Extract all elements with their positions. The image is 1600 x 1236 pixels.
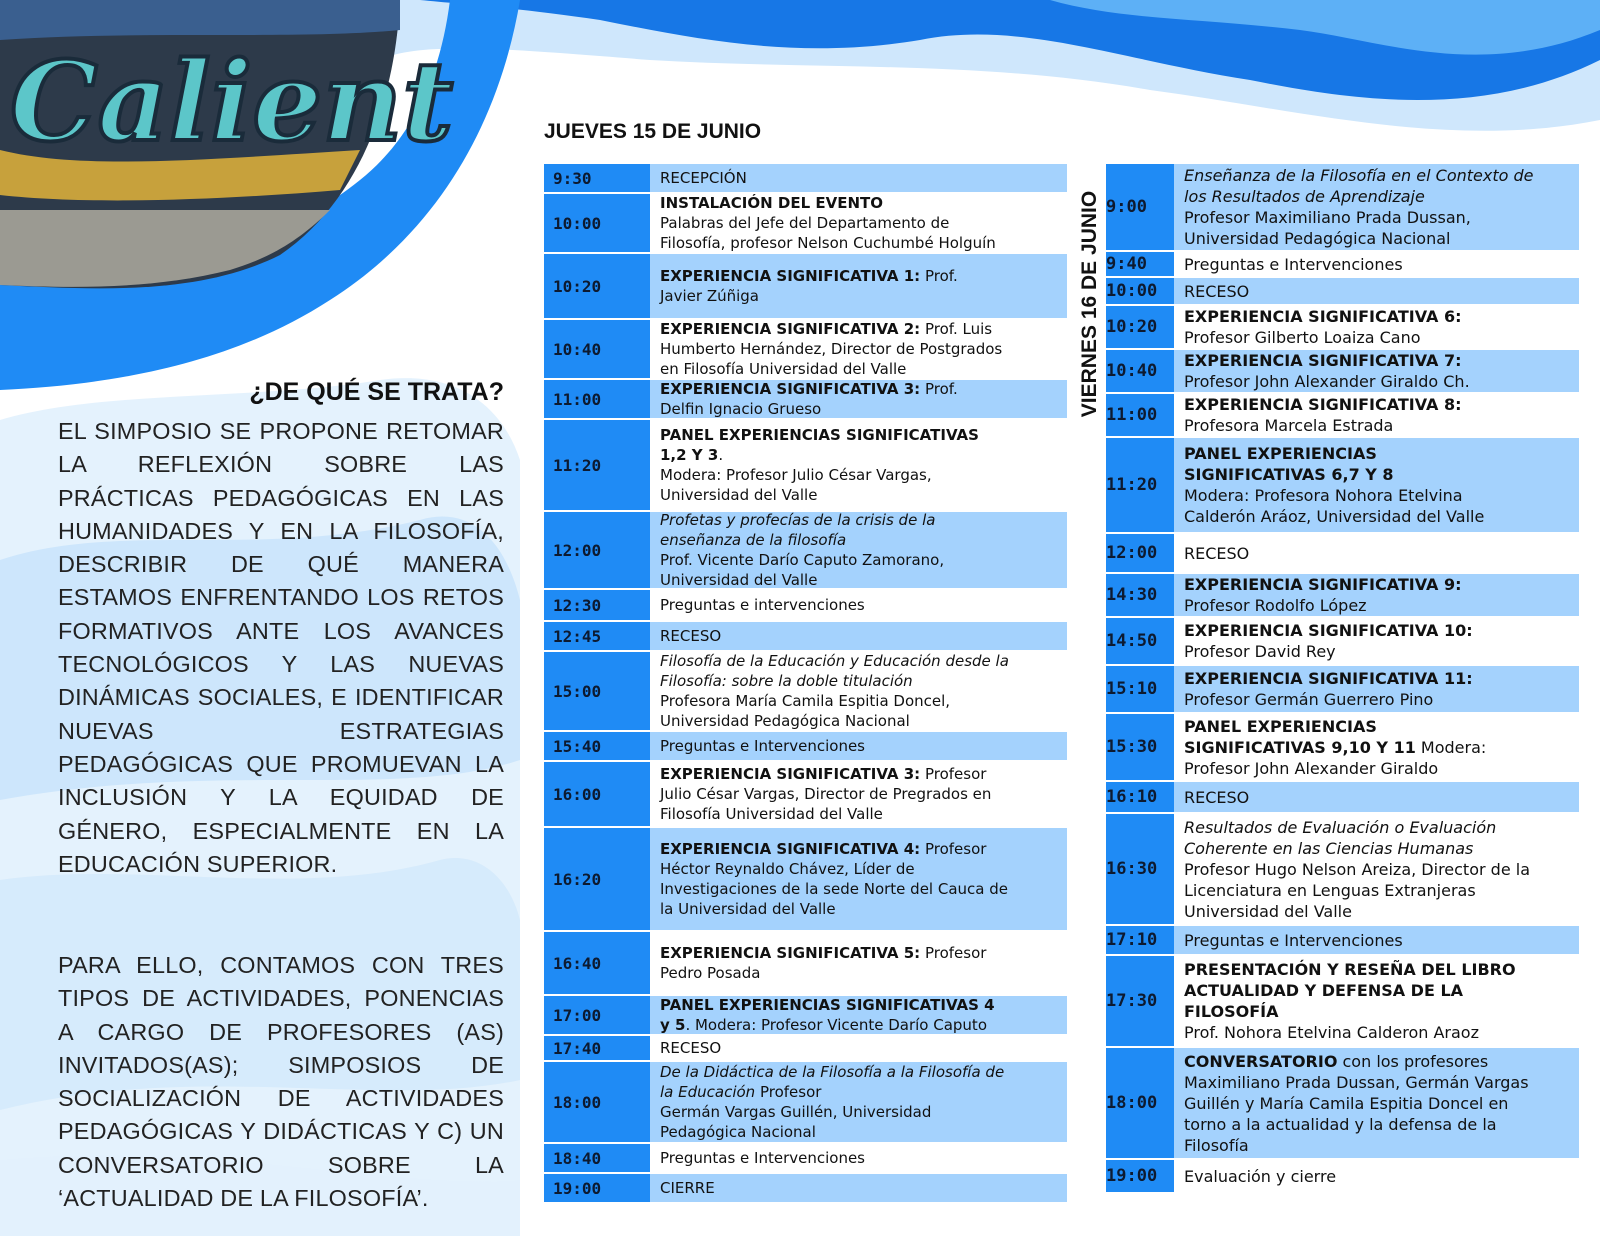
schedule-content	[1174, 782, 1579, 812]
schedule-line	[1184, 817, 1571, 859]
schedule-time: 17:30	[1106, 956, 1174, 1046]
schedule-content	[650, 652, 1067, 730]
schedule-line	[1184, 574, 1571, 595]
schedule-row	[544, 1144, 1067, 1174]
schedule-row	[544, 512, 1067, 590]
schedule-row	[1106, 926, 1579, 956]
schedule-time: 10:00	[1106, 278, 1174, 304]
schedule-bold-text: EXPERIENCIA SIGNIFICATIVA 1:	[660, 267, 921, 285]
schedule-content	[1174, 252, 1579, 276]
schedule-time: 10:40	[1106, 350, 1174, 392]
schedule-time: 16:20	[544, 828, 650, 930]
friday-title: VIERNES 16 DE JUNIO	[1078, 190, 1101, 418]
schedule-row	[1106, 814, 1579, 926]
schedule-content	[1174, 666, 1579, 712]
schedule-detail: Profesora Marcela Estrada	[1184, 416, 1394, 435]
schedule-time: 18:00	[1106, 1048, 1174, 1158]
schedule-time: 15:00	[544, 652, 650, 730]
schedule-bold-text: CONVERSATORIO	[1184, 1051, 1338, 1071]
schedule-time: 18:00	[544, 1062, 650, 1142]
schedule-time: 9:30	[544, 164, 650, 192]
schedule-bold-text: EXPERIENCIA SIGNIFICATIVA 11:	[1184, 669, 1473, 688]
schedule-bold-text: EXPERIENCIA SIGNIFICATIVA 7:	[1184, 351, 1462, 370]
schedule-detail: Profesor David Rey	[1184, 642, 1336, 661]
schedule-row	[544, 1174, 1067, 1204]
schedule-row	[544, 194, 1067, 254]
schedule-line	[1184, 787, 1571, 808]
schedule-row	[544, 762, 1067, 828]
schedule-bold-text: PANEL EXPERIENCIAS SIGNIFICATIVAS 6,7 Y 8	[1184, 444, 1394, 484]
schedule-content	[1174, 1048, 1579, 1158]
schedule-row	[1106, 534, 1579, 574]
schedule-line	[1184, 394, 1571, 415]
schedule-time: 9:40	[1106, 252, 1174, 276]
schedule-content	[1174, 956, 1579, 1046]
schedule-row	[1106, 956, 1579, 1048]
schedule-line	[660, 320, 1059, 378]
schedule-line	[1184, 306, 1571, 327]
schedule-bold-text: EXPERIENCIA SIGNIFICATIVA 3:	[660, 765, 921, 783]
schedule-row	[1106, 278, 1579, 306]
schedule-content	[1174, 394, 1579, 436]
schedule-content	[1174, 350, 1579, 392]
schedule-line	[1184, 165, 1571, 207]
schedule-time: 11:20	[1106, 438, 1174, 532]
schedule-time: 17:10	[1106, 926, 1174, 954]
schedule-time: 11:00	[544, 380, 650, 418]
schedule-content	[650, 164, 1067, 192]
schedule-detail: Prof. Vicente Darío Caputo Zamorano, Universidad del Valle	[660, 551, 945, 588]
schedule-bold-text: PANEL EXPERIENCIAS SIGNIFICATIVAS 9,10 Y 11	[1184, 716, 1416, 757]
schedule-italic-text: Resultados de Evaluación o Evaluación Coherente en las Ciencias Humanas	[1184, 817, 1497, 858]
schedule-text: RECESO	[1184, 787, 1250, 807]
schedule-text: Profesor Héctor Reynaldo Chávez, Líder de Investigaciones de la sede Norte del Cauca de la Universidad del Valle	[660, 840, 1008, 918]
schedule-bold-text: EXPERIENCIA SIGNIFICATIVA 6:	[1184, 307, 1462, 326]
schedule-row	[544, 932, 1067, 996]
schedule-row	[1106, 1160, 1579, 1194]
schedule-time: 10:40	[544, 320, 650, 378]
schedule-content	[650, 380, 1067, 418]
schedule-line	[660, 168, 1059, 188]
schedule-line	[660, 266, 1059, 306]
schedule-detail: Palabras del Jefe del Departamento de Filosofía, profesor Nelson Cuchumbé Holguín	[660, 214, 996, 252]
schedule-row	[544, 320, 1067, 380]
schedule-content	[1174, 278, 1579, 304]
schedule-row	[1106, 394, 1579, 438]
schedule-line	[660, 839, 1059, 919]
schedule-bold-text: INSTALACIÓN DEL EVENTO	[660, 194, 884, 212]
schedule-content	[650, 194, 1067, 252]
schedule-content	[1174, 618, 1579, 664]
schedule-detail: Profesor Maximiliano Prada Dussan, Universidad Pedagógica Nacional	[1184, 208, 1471, 248]
schedule-time: 18:40	[544, 1144, 650, 1172]
schedule-text: Prof. Luis Humberto Hernández, Director de Postgrados en Filosofía Universidad del Valle	[660, 320, 1003, 378]
svg-text:Calient: Calient	[10, 37, 454, 166]
schedule-text: CIERRE	[660, 1179, 715, 1197]
intro-title: ¿DE QUÉ SE TRATA?	[249, 378, 504, 406]
schedule-bold-text: EXPERIENCIA SIGNIFICATIVA 8:	[1184, 395, 1462, 414]
schedule-content	[1174, 438, 1579, 532]
schedule-bold-text: EXPERIENCIA SIGNIFICATIVA 2:	[660, 320, 921, 338]
schedule-line	[660, 996, 1059, 1034]
schedule-content	[1174, 926, 1579, 954]
schedule-row	[544, 590, 1067, 622]
friday-schedule	[1106, 164, 1579, 1194]
intro-paragraph-1: EL SIMPOSIO SE PROPONE RETOMAR LA REFLEXIÓN SOBRE LAS PRÁCTICAS PEDAGÓGICAS EN LAS HUMANIDADES Y EN LA FILOSOFÍA, DESCRIBIR DE QUÉ MANERA ESTAMOS ENFRENTANDO LOS RETOS FORMATIVOS ANTE LOS AVANCES TECNOLÓGICOS Y LAS NUEVAS DINÁMICAS SOCIALES, E IDENTIFICAR NUEVAS ESTRATEGIAS PEDAGÓGICAS QUE PROMUEVAN LA INCLUSIÓN Y LA EQUIDAD DE GÉNERO, ESPECIALMENTE EN LA EDUCACIÓN SUPERIOR.	[58, 418, 504, 877]
schedule-time: 12:30	[544, 590, 650, 620]
schedule-row	[1106, 252, 1579, 278]
schedule-line	[660, 380, 1059, 418]
schedule-row	[1106, 574, 1579, 618]
schedule-time: 17:40	[544, 1036, 650, 1060]
schedule-content	[1174, 306, 1579, 348]
schedule-line	[660, 512, 1059, 550]
schedule-time: 12:00	[544, 512, 650, 588]
schedule-line	[1184, 716, 1571, 779]
schedule-time: 15:10	[1106, 666, 1174, 712]
schedule-content	[650, 762, 1067, 826]
schedule-content	[650, 932, 1067, 994]
thursday-schedule	[544, 164, 1067, 1204]
schedule-bold-text: PRESENTACIÓN Y RESEÑA DEL LIBRO ACTUALIDAD Y DEFENSA DE LA FILOSOFÍA	[1184, 960, 1516, 1021]
schedule-line	[660, 1062, 1059, 1142]
schedule-detail: Profesor John Alexander Giraldo Ch.	[1184, 372, 1470, 391]
schedule-italic-text: Profetas y profecías de la crisis de la enseñanza de la filosofía	[660, 512, 936, 549]
schedule-line	[1184, 350, 1571, 371]
schedule-text: Profesor Germán Vargas Guillén, Universidad Pedagógica Nacional	[660, 1083, 932, 1141]
schedule-line	[660, 1178, 1059, 1198]
schedule-line	[660, 626, 1059, 646]
schedule-line	[660, 194, 1059, 213]
schedule-line	[1184, 281, 1571, 302]
schedule-time: 11:20	[544, 420, 650, 510]
schedule-time: 15:30	[1106, 714, 1174, 780]
schedule-row	[1106, 618, 1579, 666]
schedule-time: 16:10	[1106, 782, 1174, 812]
schedule-text: RECESO	[660, 627, 722, 645]
schedule-detail: Profesor Hugo Nelson Areiza, Director de la Licenciatura en Lenguas Extranjeras Universidad del Valle	[1184, 859, 1530, 921]
schedule-detail: Profesor Gilberto Loaiza Cano	[1184, 328, 1421, 347]
schedule-time: 16:30	[1106, 814, 1174, 924]
schedule-detail: Profesor Germán Guerrero Pino	[1184, 690, 1434, 709]
schedule-row	[544, 380, 1067, 420]
schedule-text: Prof. Delfin Ignacio Grueso	[660, 380, 958, 418]
schedule-bold-text: EXPERIENCIA SIGNIFICATIVA 5:	[660, 944, 921, 962]
schedule-line	[660, 1038, 1059, 1058]
schedule-time: 14:50	[1106, 618, 1174, 664]
schedule-row	[1106, 306, 1579, 350]
schedule-row	[1106, 164, 1579, 252]
schedule-content	[650, 320, 1067, 378]
schedule-bold-text: EXPERIENCIA SIGNIFICATIVA 4:	[660, 840, 921, 858]
schedule-line	[660, 943, 1059, 983]
schedule-row	[1106, 666, 1579, 714]
schedule-row	[544, 828, 1067, 932]
schedule-content	[650, 732, 1067, 760]
schedule-italic-text: Filosofía de la Educación y Educación desde la Filosofía: sobre la doble titulación	[660, 652, 1009, 690]
schedule-text: . Modera: Profesor Vicente Darío Caputo	[685, 1016, 987, 1034]
schedule-line	[1184, 543, 1571, 564]
schedule-italic-text: Enseñanza de la Filosofía en el Contexto de los Resultados de Aprendizaje	[1184, 166, 1534, 206]
schedule-text: RECESO	[1184, 281, 1250, 301]
schedule-row	[544, 622, 1067, 652]
schedule-detail: Profesor Rodolfo López	[1184, 596, 1367, 615]
schedule-line	[660, 736, 1059, 756]
schedule-row	[544, 1062, 1067, 1144]
schedule-bold-text: PANEL EXPERIENCIAS SIGNIFICATIVAS 4 y 5	[660, 996, 995, 1034]
schedule-row	[1106, 1048, 1579, 1160]
schedule-time: 10:00	[544, 194, 650, 252]
schedule-content	[650, 828, 1067, 930]
schedule-content	[650, 1062, 1067, 1142]
schedule-line	[1184, 620, 1571, 641]
schedule-line	[660, 764, 1059, 824]
schedule-time: 10:20	[544, 254, 650, 318]
schedule-time: 19:00	[544, 1174, 650, 1202]
schedule-line	[1184, 930, 1571, 951]
schedule-content	[650, 590, 1067, 620]
schedule-detail: Modera: Profesor Julio César Vargas, Universidad del Valle	[660, 466, 932, 504]
schedule-italic-text: De la Didáctica de la Filosofía a la Filosofía de la Educación	[660, 1063, 1005, 1101]
schedule-text: con los profesores Maximiliano Prada Dussan, Germán Vargas Guillén y María Camila Espitia Doncel en torno a la actualidad y la defensa de la Filosofía	[1184, 1051, 1529, 1155]
schedule-time: 14:30	[1106, 574, 1174, 616]
schedule-row	[544, 996, 1067, 1036]
schedule-text: RECESO	[660, 1039, 722, 1057]
schedule-row	[544, 420, 1067, 512]
schedule-detail: Profesora María Camila Espitia Doncel, Universidad Pedagógica Nacional	[660, 692, 951, 730]
schedule-row	[544, 164, 1067, 194]
schedule-row	[1106, 438, 1579, 534]
schedule-line	[1184, 254, 1571, 275]
schedule-content	[650, 996, 1067, 1034]
schedule-content	[650, 512, 1067, 588]
schedule-text: Preguntas e Intervenciones	[1184, 254, 1403, 274]
schedule-time: 12:45	[544, 622, 650, 650]
schedule-text: Profesor Julio César Vargas, Director de Pregrados en Filosofía Universidad del Valle	[660, 765, 992, 823]
schedule-content	[650, 420, 1067, 510]
schedule-row	[1106, 714, 1579, 782]
schedule-content	[650, 622, 1067, 650]
schedule-line	[1184, 443, 1571, 485]
schedule-text: RECEPCIÓN	[660, 169, 747, 187]
schedule-bold-text: EXPERIENCIA SIGNIFICATIVA 9:	[1184, 575, 1462, 594]
schedule-bold-text: EXPERIENCIA SIGNIFICATIVA 3:	[660, 380, 921, 398]
schedule-content	[1174, 814, 1579, 924]
schedule-time: 15:40	[544, 732, 650, 760]
schedule-row	[544, 254, 1067, 320]
schedule-time: 12:00	[1106, 534, 1174, 572]
schedule-bold-text: PANEL EXPERIENCIAS SIGNIFICATIVAS 1,2 Y 3	[660, 426, 979, 464]
schedule-time: 16:00	[544, 762, 650, 826]
schedule-content	[1174, 574, 1579, 616]
schedule-row	[544, 652, 1067, 732]
schedule-text: Profesor Pedro Posada	[660, 944, 987, 982]
friday-title-container	[1078, 172, 1102, 436]
schedule-row	[1106, 782, 1579, 814]
schedule-content	[650, 254, 1067, 318]
schedule-row	[544, 1036, 1067, 1062]
schedule-text: Preguntas e Intervenciones	[660, 737, 865, 755]
schedule-line	[1184, 1166, 1571, 1187]
schedule-line	[1184, 668, 1571, 689]
schedule-content	[650, 1144, 1067, 1172]
schedule-content	[650, 1174, 1067, 1202]
schedule-time: 11:00	[1106, 394, 1174, 436]
schedule-detail: Modera: Profesora Nohora Etelvina Calderón Aráoz, Universidad del Valle	[1184, 486, 1485, 526]
schedule-detail: Prof. Nohora Etelvina Calderon Araoz	[1184, 1023, 1479, 1042]
schedule-line	[660, 1148, 1059, 1168]
schedule-text: RECESO	[1184, 543, 1250, 563]
schedule-time: 10:20	[1106, 306, 1174, 348]
schedule-content	[1174, 1160, 1579, 1192]
schedule-content	[1174, 714, 1579, 780]
schedule-line	[660, 425, 1059, 465]
schedule-line	[1184, 1051, 1571, 1156]
schedule-text: Evaluación y cierre	[1184, 1166, 1337, 1186]
schedule-content	[1174, 164, 1579, 250]
schedule-time: 16:40	[544, 932, 650, 994]
schedule-content	[650, 1036, 1067, 1060]
schedule-text: Prof. Javier Zúñiga	[660, 267, 958, 305]
schedule-bold-text: EXPERIENCIA SIGNIFICATIVA 10:	[1184, 621, 1473, 640]
schedule-time: 19:00	[1106, 1160, 1174, 1192]
schedule-time: 17:00	[544, 996, 650, 1034]
schedule-row	[544, 732, 1067, 762]
thursday-title: JUEVES 15 DE JUNIO	[544, 120, 762, 143]
schedule-text: Preguntas e intervenciones	[660, 596, 865, 614]
schedule-content	[1174, 534, 1579, 572]
schedule-text: .	[718, 446, 724, 464]
schedule-text: Preguntas e Intervenciones	[660, 1149, 865, 1167]
schedule-row	[1106, 350, 1579, 394]
schedule-text: Modera: Profesor John Alexander Giraldo	[1184, 737, 1487, 778]
schedule-line	[1184, 959, 1571, 1022]
schedule-line	[660, 652, 1059, 691]
schedule-line	[660, 595, 1059, 615]
schedule-text: Preguntas e Intervenciones	[1184, 930, 1403, 950]
schedule-time: 9:00	[1106, 164, 1174, 250]
intro-paragraph-2: PARA ELLO, CONTAMOS CON TRES TIPOS DE ACTIVIDADES, PONENCIAS A CARGO DE PROFESORES (AS) INVITADOS(AS); SIMPOSIOS DE SOCIALIZACIÓN DE ACTIVIDADES PEDAGÓGICAS Y DIDÁCTICAS Y C) UN CONVERSATORIO SOBRE LA ‘ACTUALIDAD DE LA FILOSOFÍA’.	[58, 952, 504, 1212]
